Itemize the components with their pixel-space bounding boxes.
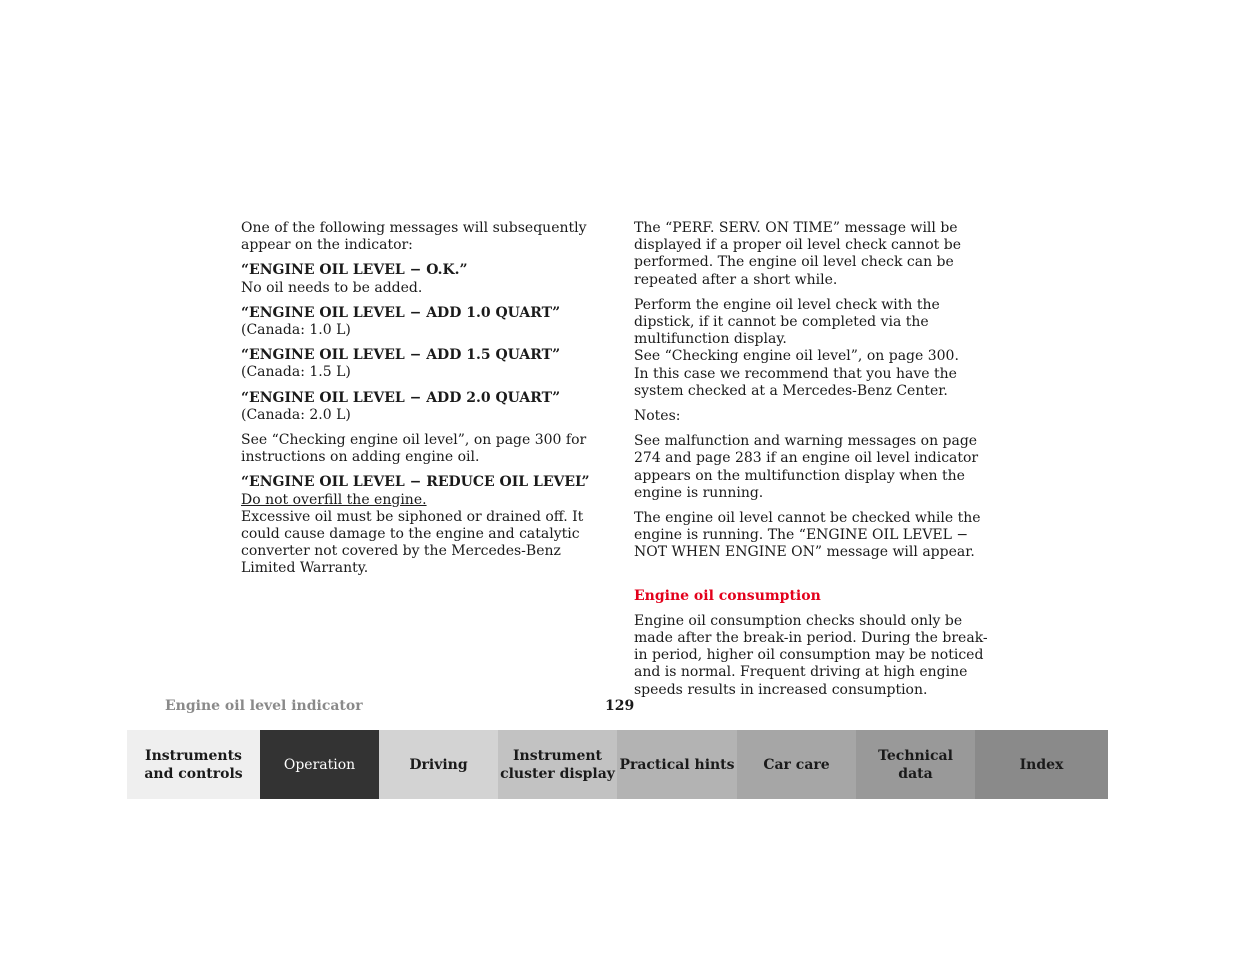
page-number: 129: [605, 698, 635, 714]
dipstick-paragraph: [634, 297, 994, 400]
notes-text-2: The engine oil level cannot be checked while the engine is running. The “ENGINE OIL LEVEL − NOT WHEN ENGINE ON” message will appear.: [634, 510, 981, 561]
notes-label: Notes:: [634, 408, 681, 425]
tab-practical-hints[interactable]: [617, 730, 737, 799]
message-item: [241, 262, 601, 296]
message-item: [241, 347, 601, 381]
chapter-tab-bar: [127, 730, 1108, 799]
tab-label: Instrument cluster display: [500, 747, 615, 782]
tab-instruments-and-controls[interactable]: [127, 730, 260, 799]
reduce-description: Excessive oil must be siphoned or drained off. It could cause damage to the engine and catalytic converter not covered by the Mercedes-Benz Limited Warranty.: [241, 508, 584, 577]
tab-label: Driving: [409, 756, 468, 773]
message-text: “ENGINE OIL LEVEL − ADD 1.5 QUART”: [241, 347, 561, 364]
message-text: “ENGINE OIL LEVEL − ADD 2.0 QUART”: [241, 389, 561, 406]
message-item: [241, 390, 601, 424]
tab-label: Operation: [283, 756, 356, 773]
tab-label: Car care: [763, 756, 830, 773]
tab-operation[interactable]: [260, 730, 379, 799]
reduce-oil-item: [241, 474, 601, 577]
tab-technical-data[interactable]: [856, 730, 975, 799]
message-item: [241, 305, 601, 339]
perf-serv-text: The “PERF. SERV. ON TIME” message will be displayed if a proper oil level check cannot be performed. The engine oil level check can be repeated after a short while.: [634, 220, 962, 288]
tab-index[interactable]: [975, 730, 1108, 799]
tab-car-care[interactable]: [737, 730, 856, 799]
left-column: [241, 220, 601, 586]
overfill-warning: Do not overfill the engine.: [241, 491, 427, 508]
tab-label: Instruments and controls: [144, 747, 243, 782]
dipstick-text-1: Perform the engine oil level check with the dipstick, if it cannot be completed via the multifunction display.: [634, 296, 940, 348]
right-column: [634, 220, 994, 707]
message-description: (Canada: 1.0 L): [241, 322, 351, 339]
message-description: (Canada: 1.5 L): [241, 364, 351, 381]
see-checking-text: See “Checking engine oil level”, on page 300 for instructions on adding engine oil.: [241, 432, 587, 466]
consumption-text: Engine oil consumption checks should only be made after the break-in period. During the break-in period, higher oil consumption may be noticed and is normal. Frequent driving at high engine speeds results in increased consumption.: [634, 612, 988, 698]
tab-label: Practical hints: [619, 756, 735, 773]
dipstick-text-3: In this case we recommend that you have the system checked at a Mercedes-Benz Center.: [634, 365, 957, 399]
section-heading: Engine oil consumption: [634, 587, 821, 604]
message-description: No oil needs to be added.: [241, 279, 423, 296]
tab-instrument-cluster-display[interactable]: [498, 730, 617, 799]
footer-section-title: Engine oil level indicator: [165, 698, 363, 714]
tab-label: Technical data: [878, 747, 953, 782]
reduce-message-text: “ENGINE OIL LEVEL − REDUCE OIL LEVEL”: [241, 474, 590, 491]
intro-text: One of the following messages will subsequently appear on the indicator:: [241, 220, 587, 254]
tab-label: Index: [1019, 756, 1064, 773]
dipstick-text-2: See “Checking engine oil level”, on page 300.: [634, 348, 959, 365]
tab-driving[interactable]: [379, 730, 498, 799]
message-text: “ENGINE OIL LEVEL − ADD 1.0 QUART”: [241, 304, 561, 321]
message-description: (Canada: 2.0 L): [241, 406, 351, 423]
message-text: “ENGINE OIL LEVEL − O.K.”: [241, 262, 468, 279]
notes-text-1: See malfunction and warning messages on page 274 and page 283 if an engine oil level indicator appears on the multifunction display when the engine is running.: [634, 433, 979, 501]
